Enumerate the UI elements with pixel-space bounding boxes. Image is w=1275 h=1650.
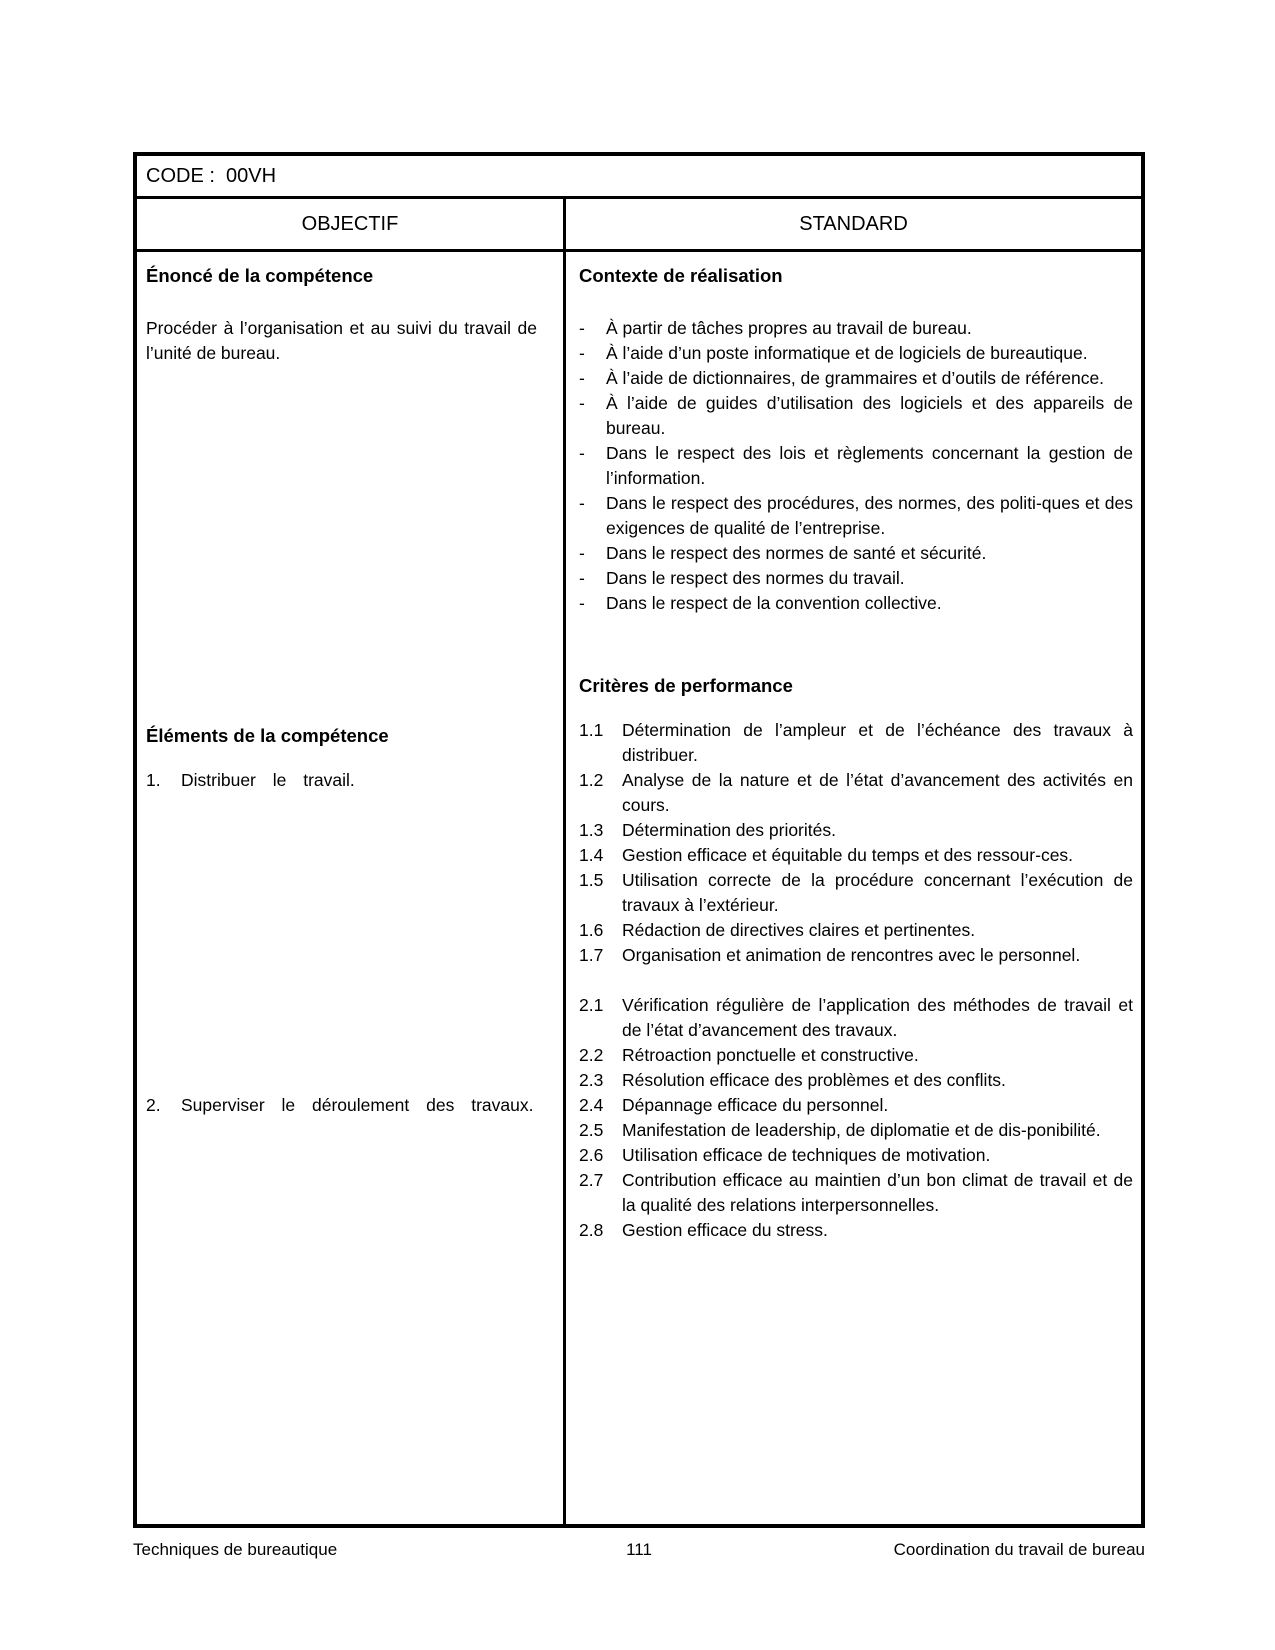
standard-cell — [566, 252, 1141, 1524]
dash-bullet: - — [579, 343, 585, 363]
critere-text: Organisation et animation de rencontres avec le personnel. — [622, 945, 1081, 965]
element-item — [146, 768, 537, 793]
dash-bullet: - — [579, 593, 585, 613]
element-number: 2. — [146, 1095, 161, 1115]
critere-text: Utilisation efficace de techniques de motivation. — [622, 1145, 991, 1165]
contexte-item-text: À l’aide d’un poste informatique et de logiciels de bureautique. — [606, 343, 1088, 363]
critere-text: Utilisation correcte de la procédure concernant l’exécution de travaux à l’extérieur. — [622, 870, 1133, 915]
element-number: 1. — [146, 770, 161, 790]
critere-item — [579, 1043, 1133, 1068]
dash-bullet: - — [579, 493, 585, 513]
dash-bullet: - — [579, 318, 585, 338]
critere-text: Gestion efficace du stress. — [622, 1220, 828, 1240]
contexte-item — [579, 366, 1133, 391]
dash-bullet: - — [579, 543, 585, 563]
critere-text: Détermination des priorités. — [622, 820, 836, 840]
dash-bullet: - — [579, 568, 585, 588]
critere-text: Gestion efficace et équitable du temps et des ressour-ces. — [622, 845, 1074, 865]
element-text: Distribuer le travail. — [181, 770, 355, 790]
critere-text: Contribution efficace au maintien d’un bon climat de travail et de la qualité des relations interpersonnelles. — [622, 1170, 1133, 1215]
critere-number: 1.6 — [579, 920, 604, 940]
critere-item — [579, 718, 1133, 768]
footer-page-number: 111 — [626, 1540, 652, 1559]
enonce-heading: Énoncé de la compétence — [146, 265, 374, 286]
contexte-item-text: À l’aide de dictionnaires, de grammaires et d’outils de référence. — [606, 368, 1105, 388]
critere-text: Vérification régulière de l’application des méthodes de travail et de l’état d’avancement des travaux. — [622, 995, 1133, 1040]
contexte-heading: Contexte de réalisation — [579, 265, 783, 286]
contexte-item — [579, 441, 1133, 491]
critere-number: 2.6 — [579, 1145, 604, 1165]
dash-bullet: - — [579, 368, 585, 388]
competency-table — [133, 152, 1145, 1528]
dash-bullet: - — [579, 443, 585, 463]
critere-item — [579, 768, 1133, 818]
critere-item — [579, 918, 1133, 943]
critere-number: 1.1 — [579, 720, 604, 740]
contexte-item-text: Dans le respect des normes du travail. — [606, 568, 905, 588]
contexte-item-text: Dans le respect de la convention collective. — [606, 593, 942, 613]
critere-number: 1.7 — [579, 945, 604, 965]
element-item — [146, 1093, 537, 1118]
critere-number: 1.3 — [579, 820, 604, 840]
elements-list — [146, 768, 537, 1118]
contexte-item — [579, 491, 1133, 541]
criteres-heading: Critères de performance — [579, 675, 793, 696]
critere-number: 2.7 — [579, 1170, 604, 1190]
standard-column-header: STANDARD — [799, 212, 908, 235]
contexte-item-text: Dans le respect des lois et règlements concernant la gestion de l’information. — [606, 443, 1133, 488]
critere-text: Rétroaction ponctuelle et constructive. — [622, 1045, 919, 1065]
critere-number: 2.2 — [579, 1045, 604, 1065]
element-text: Superviser le déroulement des travaux. — [181, 1095, 534, 1115]
contexte-list — [579, 316, 1133, 616]
critere-item — [579, 1168, 1133, 1218]
critere-number: 2.5 — [579, 1120, 604, 1140]
enonce-text: Procéder à l’organisation et au suivi du travail de l’unité de bureau. — [146, 318, 537, 363]
objectif-cell — [137, 252, 566, 1524]
critere-item — [579, 1143, 1133, 1168]
objectif-column-header: OBJECTIF — [137, 199, 566, 249]
critere-item — [579, 818, 1133, 843]
contexte-item — [579, 541, 1133, 566]
critere-item — [579, 1118, 1133, 1143]
footer-program: Techniques de bureautique — [133, 1540, 338, 1559]
critere-text: Manifestation de leadership, de diplomatie et de dis-ponibilité. — [622, 1120, 1101, 1140]
contexte-item — [579, 591, 1133, 616]
code-row — [137, 156, 1141, 199]
critere-number: 1.5 — [579, 870, 604, 890]
contexte-item-text: À partir de tâches propres au travail de bureau. — [606, 318, 972, 338]
critere-number: 2.3 — [579, 1070, 604, 1090]
contexte-item-text: Dans le respect des normes de santé et sécurité. — [606, 543, 987, 563]
critere-item — [579, 868, 1133, 918]
critere-item — [579, 1068, 1133, 1093]
elements-heading: Éléments de la compétence — [146, 725, 389, 746]
contexte-item — [579, 391, 1133, 441]
critere-item — [579, 943, 1133, 968]
code-label: CODE : 00VH — [146, 164, 277, 187]
critere-text: Résolution efficace des problèmes et des conflits. — [622, 1070, 1006, 1090]
critere-number: 2.8 — [579, 1220, 604, 1240]
critere-number: 1.2 — [579, 770, 604, 790]
critere-text: Dépannage efficace du personnel. — [622, 1095, 889, 1115]
critere-text: Analyse de la nature et de l’état d’avancement des activités en cours. — [622, 770, 1133, 815]
critere-number: 1.4 — [579, 845, 604, 865]
critere-item — [579, 993, 1133, 1043]
critere-number: 2.4 — [579, 1095, 604, 1115]
content-row — [137, 252, 1141, 1524]
contexte-item-text: Dans le respect des procédures, des normes, des politi-ques et des exigences de qualité de l’entreprise. — [606, 493, 1133, 538]
footer-module: Coordination du travail de bureau — [893, 1540, 1145, 1559]
column-header-row — [137, 199, 1141, 252]
contexte-item — [579, 566, 1133, 591]
dash-bullet: - — [579, 393, 585, 413]
critere-item — [579, 1218, 1133, 1243]
critere-text: Détermination de l’ampleur et de l’échéance des travaux à distribuer. — [622, 720, 1133, 765]
page-footer — [133, 1540, 1145, 1560]
contexte-item — [579, 341, 1133, 366]
contexte-item-text: À l’aide de guides d’utilisation des logiciels et des appareils de bureau. — [606, 393, 1133, 438]
critere-item — [579, 1093, 1133, 1118]
criteres-list-group2 — [579, 993, 1133, 1243]
criteres-list-group1 — [579, 718, 1133, 968]
critere-text: Rédaction de directives claires et pertinentes. — [622, 920, 976, 940]
critere-number: 2.1 — [579, 995, 604, 1015]
critere-item — [579, 843, 1133, 868]
contexte-item — [579, 316, 1133, 341]
